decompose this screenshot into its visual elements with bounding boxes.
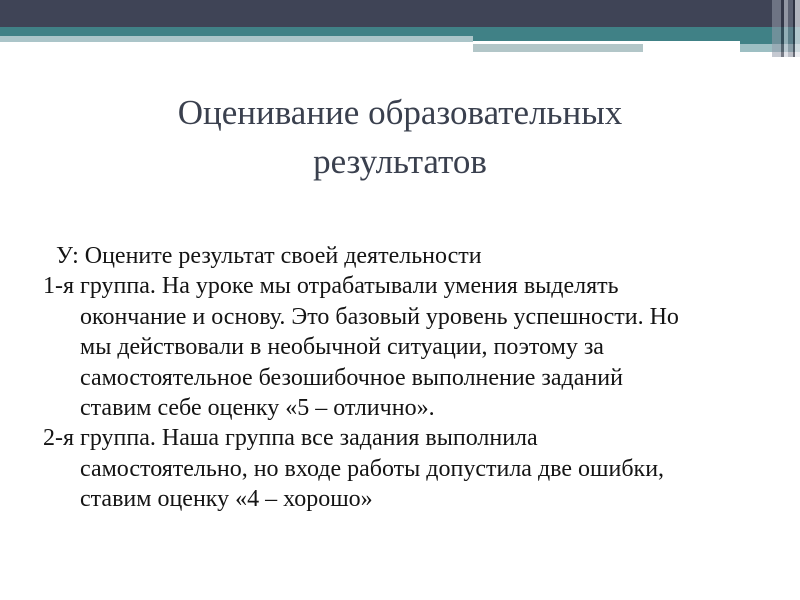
- body-line-group1-cont: самостоятельное безошибочное выполнение заданий: [80, 364, 623, 391]
- header-accent-stripe-left: [0, 36, 473, 42]
- body-line-group1-cont: окончание и основу. Это базовый уровень успешности. Но: [80, 303, 679, 330]
- header-accent-stripe-right: [473, 44, 643, 52]
- body-line-group2-start: 2-я группа. Наша группа все задания выполнила: [43, 425, 538, 452]
- corner-stripe: [772, 0, 781, 57]
- body-line-group1-end: ставим себе оценку «5 – отлично».: [80, 394, 435, 421]
- slide-title: [0, 88, 800, 186]
- corner-stripe: [795, 0, 800, 57]
- body-line-group1-cont: мы действовали в необычной ситуации, поэтому за: [80, 334, 604, 361]
- body-line-group2-cont: самостоятельно, но входе работы допустила две ошибки,: [80, 455, 665, 482]
- body-line-group1-start: 1-я группа. На уроке мы отрабатывали умения выделять: [43, 273, 619, 300]
- header-teal-bar: [0, 27, 800, 36]
- header-navy-bar: [0, 0, 800, 27]
- body-line-group2-end: ставим оценку «4 – хорошо»: [80, 486, 373, 513]
- slide-body: [43, 241, 773, 515]
- corner-vertical-stripes: [772, 0, 800, 57]
- slide-title-line-2: результатов: [313, 142, 487, 181]
- body-line-teacher-prompt: У: Оцените результат своей деятельности: [56, 243, 482, 269]
- slide-title-line-1: Оценивание образовательных: [177, 93, 623, 132]
